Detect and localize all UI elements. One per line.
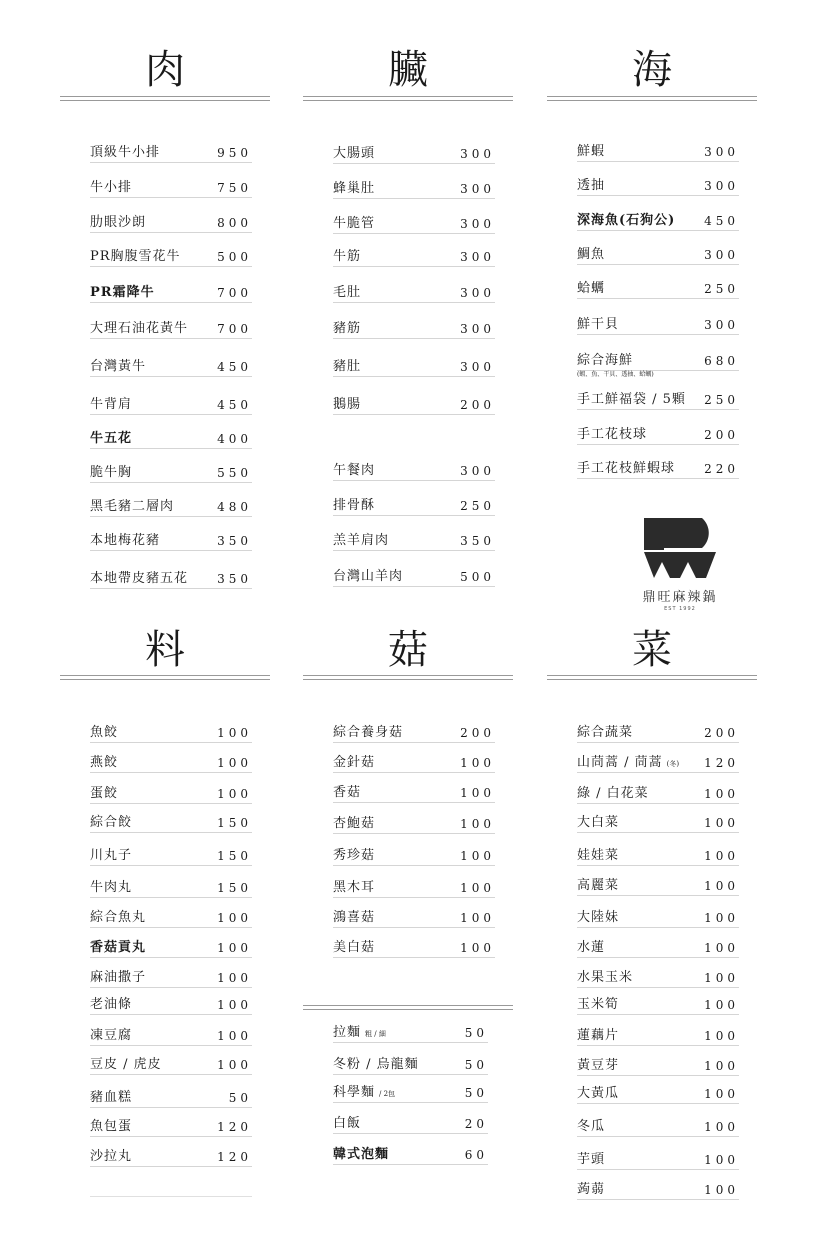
- menu-item-name: 牛脆管: [333, 216, 376, 231]
- menu-item: [333, 143, 495, 164]
- menu-item-name: 羔羊肩肉: [333, 533, 390, 548]
- menu-item: [90, 994, 252, 1015]
- menu-item-price: 50: [228, 1091, 252, 1105]
- menu-item-name: 豬血糕: [90, 1090, 133, 1105]
- menu-item: [90, 1087, 252, 1108]
- menu-item-price: 300: [460, 464, 495, 478]
- menu-item-name: 秀珍菇: [333, 848, 376, 863]
- menu-item-name: 鵝腸: [333, 397, 362, 412]
- menu-item-name: 綜合魚丸: [90, 910, 147, 925]
- menu-item-price: 100: [704, 1120, 739, 1134]
- menu-item-name: 高麗菜: [577, 878, 620, 893]
- menu-item-price: 100: [460, 911, 495, 925]
- menu-item: [333, 318, 495, 339]
- menu-item: [90, 812, 252, 833]
- menu-item-price: 100: [460, 941, 495, 955]
- menu-item-name: 頂級牛小排: [90, 145, 161, 160]
- menu-item-name: 鴻喜菇: [333, 910, 376, 925]
- menu-item-price: 100: [704, 849, 739, 863]
- menu-item-price: 450: [704, 214, 739, 228]
- menu-item: [577, 994, 739, 1015]
- menu-item: [577, 1116, 739, 1137]
- menu-item-name: 魚餃: [90, 725, 119, 740]
- menu-item-name: 老油條: [90, 997, 133, 1012]
- menu-item-name: 牛五花: [90, 431, 133, 446]
- menu-item-name: 鮮干貝: [577, 317, 620, 332]
- menu-item: [577, 783, 739, 804]
- menu-item: [333, 495, 495, 516]
- menu-item-name: 拉麵 粗 / 細: [333, 1025, 386, 1040]
- menu-item: [333, 213, 495, 234]
- menu-item: [90, 752, 252, 773]
- menu-item: [333, 722, 495, 743]
- menu-item-name: 牛背肩: [90, 397, 133, 412]
- menu-item: [333, 1144, 488, 1165]
- menu-item-note: / 2包: [379, 1090, 396, 1098]
- menu-item-name: 手工花枝鮮蝦球: [577, 461, 676, 476]
- menu-item-name: 牛肉丸: [90, 880, 133, 895]
- menu-item: [577, 424, 739, 445]
- menu-item-name: 芋頭: [577, 1152, 606, 1167]
- menu-item: [90, 1116, 252, 1137]
- menu-item-name: 鮮蝦: [577, 144, 606, 159]
- menu-item-price: 950: [217, 146, 252, 160]
- menu-item-name: 午餐肉: [333, 463, 376, 478]
- menu-item-note: 粗 / 細: [365, 1030, 386, 1038]
- menu-item-price: 100: [704, 1183, 739, 1197]
- menu-item-subtitle: (蝦、魚、干貝、透抽、蛤蠣): [577, 371, 654, 378]
- menu-item-name: 大腸頭: [333, 146, 376, 161]
- menu-item: [333, 394, 495, 415]
- menu-item: [333, 356, 495, 377]
- divider: [303, 675, 513, 680]
- menu-item-price: 350: [217, 572, 252, 586]
- menu-item-price: 100: [217, 941, 252, 955]
- menu-item-name: 綜合餃: [90, 815, 133, 830]
- section-title-vegetable: 菜: [632, 627, 672, 673]
- menu-item: [577, 314, 739, 335]
- menu-item-price: 500: [217, 250, 252, 264]
- menu-item-price: 500: [460, 570, 495, 584]
- menu-item-name: 豆皮 / 虎皮: [90, 1057, 162, 1072]
- menu-item: [577, 141, 739, 162]
- menu-item-price: 800: [217, 216, 252, 230]
- menu-item: [90, 568, 252, 589]
- menu-item-name: 水果玉米: [577, 970, 634, 985]
- brand-est: EST 1992: [664, 606, 696, 612]
- menu-item: [577, 1149, 739, 1170]
- menu-item-price: 150: [217, 881, 252, 895]
- brand-logo: [610, 516, 750, 616]
- menu-item: [333, 752, 495, 773]
- menu-item-price: 100: [217, 787, 252, 801]
- menu-item: [90, 1025, 252, 1046]
- menu-item: [90, 1146, 252, 1167]
- menu-item-price: 100: [704, 998, 739, 1012]
- divider: [303, 96, 513, 101]
- menu-item-price: 550: [217, 466, 252, 480]
- menu-item-price: 100: [217, 1029, 252, 1043]
- menu-item-price: 100: [217, 756, 252, 770]
- menu-item-name: 深海魚(石狗公): [577, 213, 676, 228]
- divider: [547, 675, 757, 680]
- menu-item-price: 50: [464, 1026, 488, 1040]
- menu-item: [90, 877, 252, 898]
- divider: [60, 675, 270, 680]
- menu-item-price: 120: [217, 1120, 252, 1134]
- menu-item-price: 250: [704, 282, 739, 296]
- menu-item-name: 黃豆芽: [577, 1058, 620, 1073]
- menu-item: [90, 212, 252, 233]
- menu-item-name: 手工花枝球: [577, 427, 648, 442]
- menu-item: [90, 394, 252, 415]
- menu-item: [90, 282, 252, 303]
- menu-item-name: 冬瓜: [577, 1119, 606, 1134]
- menu-item-price: 50: [464, 1058, 488, 1072]
- menu-item-price: 350: [217, 534, 252, 548]
- menu-item-name: 大陸妹: [577, 910, 620, 925]
- menu-item-name: 豬肚: [333, 359, 362, 374]
- menu-item: [333, 907, 495, 928]
- menu-item-name: 肋眼沙朗: [90, 215, 147, 230]
- menu-item-price: 300: [460, 182, 495, 196]
- menu-item-price: 200: [460, 726, 495, 740]
- menu-item: [577, 967, 739, 988]
- menu-item-name: 台灣黃牛: [90, 359, 147, 374]
- menu-item-price: 20: [464, 1117, 488, 1131]
- menu-item-price: 400: [217, 432, 252, 446]
- menu-item-name: 水蓮: [577, 940, 606, 955]
- menu-item-name: 大黃瓜: [577, 1086, 620, 1101]
- menu-item-price: 100: [704, 787, 739, 801]
- menu-item: [333, 1054, 488, 1075]
- menu-item: [577, 937, 739, 958]
- menu-item-name: 科學麵 / 2包: [333, 1085, 396, 1100]
- menu-item-price: 480: [217, 500, 252, 514]
- menu-item: [577, 1179, 739, 1200]
- menu-item-name: 手工鮮福袋 / 5顆: [577, 392, 686, 407]
- menu-item-price: 750: [217, 181, 252, 195]
- menu-item-name: 黑木耳: [333, 880, 376, 895]
- menu-item: [577, 175, 739, 196]
- menu-item: [577, 389, 739, 410]
- menu-item-name: PR胸腹雪花牛: [90, 249, 181, 264]
- menu-item-price: 100: [217, 911, 252, 925]
- menu-item-price: 100: [704, 1059, 739, 1073]
- menu-item-name: 綠 / 白花菜: [577, 786, 649, 801]
- menu-item: [90, 845, 252, 866]
- menu-item-price: 700: [217, 286, 252, 300]
- menu-item: [577, 458, 739, 479]
- menu-item-price: 100: [460, 756, 495, 770]
- menu-item: [577, 1083, 739, 1104]
- menu-item-price: 250: [460, 499, 495, 513]
- menu-item-price: 300: [460, 250, 495, 264]
- menu-item-price: 100: [217, 1058, 252, 1072]
- menu-item: [577, 722, 739, 743]
- menu-item: [577, 875, 739, 896]
- section-title-mushroom: 菇: [388, 627, 428, 673]
- menu-item-price: 300: [460, 217, 495, 231]
- menu-item-name: 透抽: [577, 178, 606, 193]
- menu-item-name: 娃娃菜: [577, 848, 620, 863]
- menu-item: [333, 246, 495, 267]
- menu-item-name: 綜合養身菇: [333, 725, 404, 740]
- menu-item-name: 牛小排: [90, 180, 133, 195]
- menu-item: [90, 967, 252, 988]
- menu-item-price: 350: [460, 534, 495, 548]
- menu-item-name: 冬粉 / 烏龍麵: [333, 1057, 419, 1072]
- menu-item-name: 金針菇: [333, 755, 376, 770]
- divider: [547, 96, 757, 101]
- menu-item-name: 鯛魚: [577, 247, 606, 262]
- menu-item: [577, 1055, 739, 1076]
- menu-item-price: 700: [217, 322, 252, 336]
- divider: [90, 1196, 252, 1197]
- menu-item: [90, 356, 252, 377]
- menu-item-name: 魚包蛋: [90, 1119, 133, 1134]
- menu-item-price: 60: [464, 1148, 488, 1162]
- menu-item-name: 本地帶皮豬五花: [90, 571, 189, 586]
- menu-item-price: 200: [704, 428, 739, 442]
- menu-item-name: 麻油撒子: [90, 970, 147, 985]
- menu-item: [90, 142, 252, 163]
- menu-item-price: 100: [217, 726, 252, 740]
- menu-item-name: PR霜降牛: [90, 285, 155, 300]
- menu-item-price: 250: [704, 393, 739, 407]
- menu-item-price: 680: [704, 354, 739, 368]
- menu-item-name: 毛肚: [333, 285, 362, 300]
- menu-item-price: 50: [464, 1086, 488, 1100]
- menu-item-name: 排骨酥: [333, 498, 376, 513]
- menu-item: [333, 282, 495, 303]
- menu-item: [90, 428, 252, 449]
- menu-item: [90, 530, 252, 551]
- menu-item-name: 綜合蔬菜: [577, 725, 634, 740]
- menu-item-name: 燕餃: [90, 755, 119, 770]
- menu-item-price: 100: [704, 1087, 739, 1101]
- menu-item-price: 100: [217, 998, 252, 1012]
- menu-item: [333, 782, 495, 803]
- menu-item: [577, 752, 739, 773]
- menu-item: [90, 783, 252, 804]
- menu-item: [333, 460, 495, 481]
- menu-item-price: 300: [704, 318, 739, 332]
- menu-item: [333, 566, 495, 587]
- menu-item-name: 玉米筍: [577, 997, 620, 1012]
- menu-item-name: 川丸子: [90, 848, 133, 863]
- menu-item-name: 白飯: [333, 1116, 362, 1131]
- menu-item-price: 300: [460, 360, 495, 374]
- menu-item: [333, 178, 495, 199]
- menu-item-name: 綜合海鮮: [577, 353, 634, 368]
- menu-item-name: 豬筋: [333, 321, 362, 336]
- menu-item-price: 300: [704, 248, 739, 262]
- menu-item-price: 100: [460, 786, 495, 800]
- menu-item-price: 100: [704, 816, 739, 830]
- menu-item: [333, 877, 495, 898]
- divider: [60, 96, 270, 101]
- menu-item-price: 150: [217, 816, 252, 830]
- menu-item: [90, 722, 252, 743]
- menu-item-price: 100: [704, 1153, 739, 1167]
- menu-item: [333, 813, 495, 834]
- menu-item: [333, 530, 495, 551]
- menu-item: [577, 210, 739, 231]
- menu-item-price: 100: [704, 911, 739, 925]
- menu-item: [90, 318, 252, 339]
- menu-item-name: 香菇: [333, 785, 362, 800]
- menu-item-price: 300: [704, 145, 739, 159]
- menu-item: [577, 812, 739, 833]
- menu-item-price: 100: [217, 971, 252, 985]
- menu-item-name: 凍豆腐: [90, 1028, 133, 1043]
- menu-item-name: 香菇貢丸: [90, 940, 147, 955]
- brand-name: 鼎旺麻辣鍋: [642, 590, 718, 605]
- menu-item: [577, 845, 739, 866]
- menu-item-name: 大白菜: [577, 815, 620, 830]
- menu-item-name: 蜂巢肚: [333, 181, 376, 196]
- menu-item-price: 100: [460, 849, 495, 863]
- menu-item-price: 120: [704, 756, 739, 770]
- menu-item-name: 台灣山羊肉: [333, 569, 404, 584]
- menu-item: [333, 937, 495, 958]
- menu-item: [577, 1025, 739, 1046]
- menu-item-name: 蛋餃: [90, 786, 119, 801]
- menu-item-price: 120: [217, 1150, 252, 1164]
- menu-item: [577, 278, 739, 299]
- menu-item-price: 100: [704, 879, 739, 893]
- section-title-offal: 臟: [388, 47, 428, 93]
- menu-item: [333, 1113, 488, 1134]
- menu-item-name: 本地梅花豬: [90, 533, 161, 548]
- menu-item: [90, 496, 252, 517]
- menu-item-price: 450: [217, 360, 252, 374]
- menu-item-name: 美白菇: [333, 940, 376, 955]
- menu-item: [90, 937, 252, 958]
- menu-item-price: 100: [460, 817, 495, 831]
- menu-item: [577, 244, 739, 265]
- menu-item-name: 蒟蒻: [577, 1182, 606, 1197]
- menu-item-price: 220: [704, 462, 739, 476]
- menu-item-note: (冬): [666, 760, 680, 768]
- menu-item: [333, 1022, 488, 1043]
- menu-item-name: 蛤蠣: [577, 281, 606, 296]
- section-title-balls: 料: [145, 627, 185, 673]
- menu-item-price: 100: [704, 1029, 739, 1043]
- menu-item-price: 300: [460, 147, 495, 161]
- menu-item-price: 100: [460, 881, 495, 895]
- menu-item-name: 蓮藕片: [577, 1028, 620, 1043]
- menu-item-name: 黑毛豬二層肉: [90, 499, 175, 514]
- menu-item-price: 300: [460, 322, 495, 336]
- menu-item: [333, 1082, 488, 1103]
- menu-item: [90, 462, 252, 483]
- menu-item-name: 沙拉丸: [90, 1149, 133, 1164]
- menu-item-price: 450: [217, 398, 252, 412]
- menu-item-price: 100: [704, 971, 739, 985]
- menu-item: [90, 177, 252, 198]
- menu-item-price: 300: [704, 179, 739, 193]
- divider: [303, 1005, 513, 1010]
- menu-item-price: 300: [460, 286, 495, 300]
- section-title-meat: 肉: [145, 47, 185, 93]
- menu-item-name: 脆牛胸: [90, 465, 133, 480]
- menu-item-price: 150: [217, 849, 252, 863]
- menu-item-price: 100: [704, 941, 739, 955]
- menu-item-name: 山茼蒿 / 茼蒿 (冬): [577, 755, 680, 770]
- menu-item: [90, 1054, 252, 1075]
- menu-item-name: 大理石油花黃牛: [90, 321, 189, 336]
- menu-item-name: 牛筋: [333, 249, 362, 264]
- menu-item: [90, 246, 252, 267]
- menu-item-price: 200: [460, 398, 495, 412]
- menu-item: [577, 350, 739, 378]
- section-title-seafood: 海: [632, 47, 672, 93]
- menu-item: [90, 907, 252, 928]
- menu-item-price: 200: [704, 726, 739, 740]
- menu-item: [333, 845, 495, 866]
- menu-item-name: 杏鮑菇: [333, 816, 376, 831]
- menu-item-name: 韓式泡麵: [333, 1147, 390, 1162]
- menu-item: [577, 907, 739, 928]
